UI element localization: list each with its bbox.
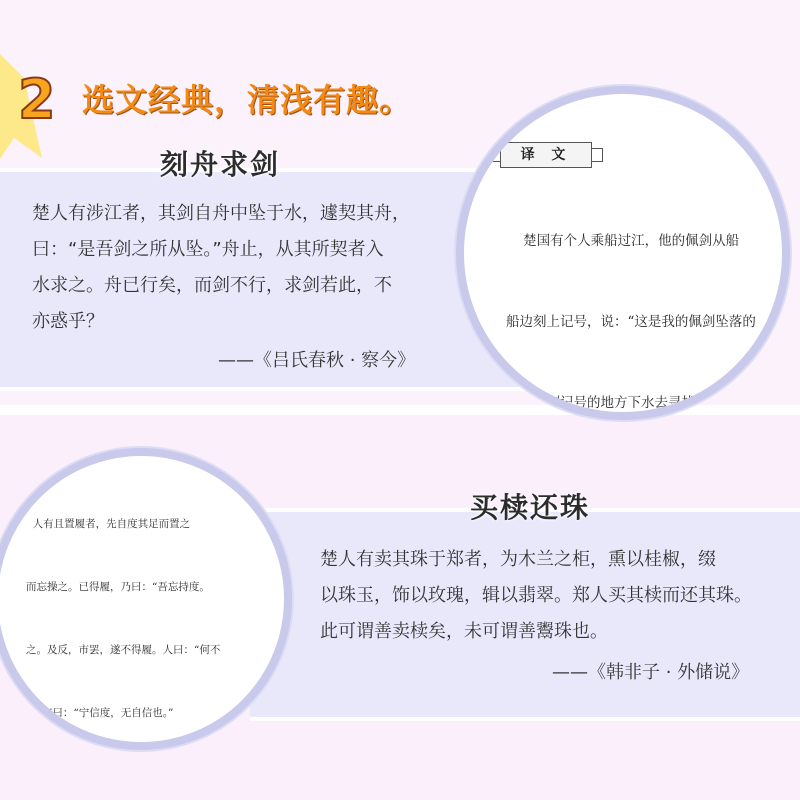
book-page-magnifier-2 bbox=[0, 448, 292, 750]
book2-text bbox=[26, 472, 278, 750]
story1-text bbox=[32, 196, 452, 340]
book1-text bbox=[506, 174, 756, 420]
section-heading bbox=[0, 70, 520, 130]
story1-line: 亦惑乎？ bbox=[32, 311, 104, 332]
book1-line: 船边刻上记号，说：“这是我的佩剑坠落的 bbox=[506, 314, 756, 330]
book1-line: 楚国有个人乘船过江，他的佩剑从船 bbox=[506, 233, 740, 249]
book2-line: 人有且置履者，先自度其足而置之 bbox=[26, 518, 191, 530]
story1-line: 楚人有涉江者，其剑自舟中坠于水，遽契其舟， bbox=[32, 203, 410, 224]
book2-line: 而忘操之。已得履，乃曰：“吾忘持度。 bbox=[26, 581, 210, 593]
story2-title: 买椟还珠 bbox=[470, 491, 591, 524]
story1-source: ——《吕氏春秋 · 察今》 bbox=[218, 350, 416, 371]
story2-source: ——《韩非子 · 外储说》 bbox=[552, 662, 750, 683]
heading-number: 2 bbox=[18, 68, 56, 131]
story1-title: 刻舟求剑 bbox=[160, 148, 281, 181]
book2-line: 足？”曰：“宁信度，无自信也。” bbox=[26, 707, 174, 719]
story1-line: 曰：“是吾剑之所从坠。”舟止，从其所契者入 bbox=[32, 239, 384, 260]
heading-text: 选文经典，清浅有趣。 bbox=[82, 81, 413, 119]
story2-text bbox=[320, 542, 765, 650]
translation-tag: 译 文 bbox=[500, 142, 592, 168]
book1-line: 个人从刻记号的地方下水去寻找佩剑。船 bbox=[506, 395, 749, 411]
story1-line: 水求之。舟已行矣，而剑不行，求剑若此，不 bbox=[32, 275, 392, 296]
book-page-magnifier-1 bbox=[456, 86, 790, 420]
story2-line: 以珠玉，饰以玫瑰，辑以翡翠。郑人买其椟而还其珠。 bbox=[320, 585, 752, 606]
story2-line: 此可谓善卖椟矣，未可谓善鬻珠也。 bbox=[320, 621, 608, 642]
book2-line: 之。及反，市罢，遂不得履。人曰：“何不 bbox=[26, 644, 221, 656]
story2-line: 楚人有卖其珠于郑者，为木兰之柜，熏以桂椒，缀 bbox=[320, 549, 716, 570]
